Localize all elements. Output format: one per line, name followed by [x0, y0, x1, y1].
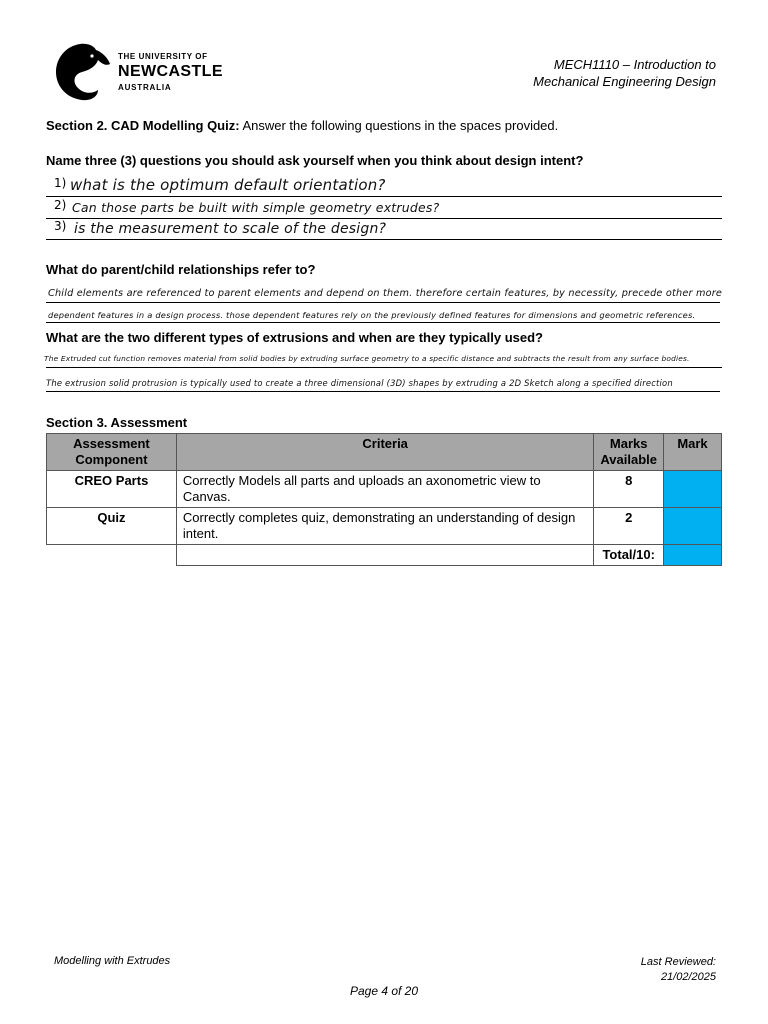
- row1-marks-available: 8: [594, 471, 664, 508]
- total-mark-input[interactable]: [664, 545, 722, 566]
- answer-line: [46, 302, 720, 303]
- q1-answer1-number: 1): [54, 176, 67, 190]
- q1-question: Name three (3) questions you should ask yourself when you think about design intent?: [46, 153, 584, 168]
- logo-line1: THE UNIVERSITY OF: [118, 52, 208, 61]
- table-row: [47, 508, 722, 545]
- total-spacer-cell: [176, 545, 593, 566]
- row1-criteria: Correctly Models all parts and uploads an axonometric view to Canvas.: [176, 471, 593, 508]
- row2-component: Quiz: [47, 508, 177, 545]
- footer-review-value: 21/02/2025: [660, 971, 716, 983]
- section2-heading: [46, 118, 558, 133]
- q3-answer-line2: The extrusion solid protrusion is typically used to create a three dimensional (3D) shapes by extruding a 2D Sketch along a specified direction: [46, 378, 673, 388]
- course-line1: MECH1110 – Introduction to: [553, 57, 716, 72]
- total-label: Total/10:: [594, 545, 664, 566]
- row2-marks-available: 2: [594, 508, 664, 545]
- header-criteria: Criteria: [176, 434, 593, 471]
- header-mark: Mark: [664, 434, 722, 471]
- assessment-table: [46, 433, 722, 566]
- q3-question: What are the two different types of extrusions and when are they typically used?: [46, 330, 543, 345]
- footer-review-label: Last Reviewed:: [640, 956, 716, 968]
- header-marks-available: Marks Available: [594, 434, 664, 471]
- q1-answer2-number: 2): [54, 198, 67, 212]
- answer-line: [46, 367, 722, 368]
- course-title: [533, 56, 716, 90]
- logo-line2: NEWCASTLE: [118, 63, 223, 80]
- q2-answer-line2: dependent features in a design process. those dependent features rely on the previously defined features for dimensions and geometric references.: [48, 310, 696, 320]
- university-logo: [52, 40, 232, 104]
- q1-answer2: Can those parts be built with simple geometry extrudes?: [72, 200, 440, 215]
- total-blank-cell: [47, 545, 177, 566]
- row2-mark-input[interactable]: [664, 508, 722, 545]
- answer-line: [46, 322, 720, 323]
- answer-line: [46, 391, 720, 392]
- row1-component: CREO Parts: [47, 471, 177, 508]
- q3-answer-line1: The Extruded cut function removes material from solid bodies by extruding surface geometry to a specific distance and subtracts the result from any surface bodies.: [44, 354, 690, 363]
- row2-criteria: Correctly completes quiz, demonstrating an understanding of design intent.: [176, 508, 593, 545]
- answer-line: [46, 239, 722, 240]
- q1-answer3: is the measurement to scale of the design?: [74, 221, 387, 237]
- table-total-row: [47, 545, 722, 566]
- answer-line: [46, 218, 722, 219]
- answer-line: [46, 196, 722, 197]
- section2-title: Section 2. CAD Modelling Quiz:: [46, 118, 240, 133]
- q1-answer3-number: 3): [54, 219, 67, 233]
- table-row: [47, 471, 722, 508]
- footer-document-title: Modelling with Extrudes: [54, 955, 171, 967]
- page-number: Page 4 of 20: [349, 984, 419, 998]
- logo-line3: AUSTRALIA: [118, 83, 172, 92]
- q2-answer-line1: Child elements are referenced to parent elements and depend on them. therefore certain features, by necessity, precede other more: [48, 288, 723, 299]
- section3-title: Section 3. Assessment: [46, 415, 188, 430]
- table-header-row: [47, 434, 722, 471]
- q1-answer1: what is the optimum default orientation?: [70, 176, 386, 194]
- row1-mark-input[interactable]: [664, 471, 722, 508]
- section2-instruction: Answer the following questions in the spaces provided.: [239, 118, 559, 133]
- header-component: Assessment Component: [47, 434, 177, 471]
- footer-review-date: [641, 955, 716, 985]
- q2-question: What do parent/child relationships refer to?: [46, 262, 316, 277]
- course-line2: Mechanical Engineering Design: [533, 74, 716, 89]
